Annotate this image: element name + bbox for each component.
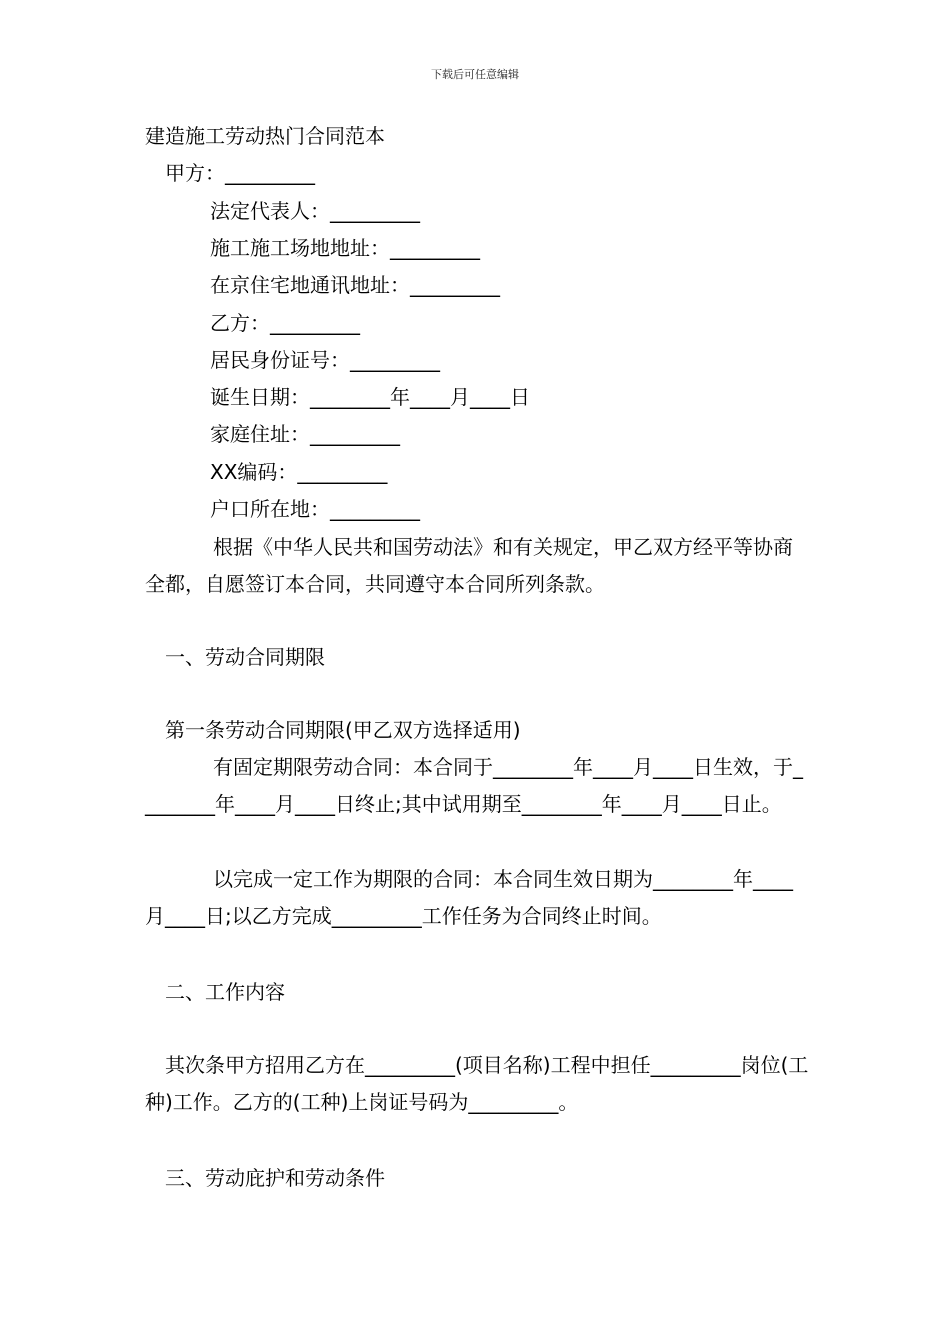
- home-address-field: 家庭住址：_________: [210, 422, 400, 446]
- article-1-task-term-paragraph: 以完成一定工作为期限的合同：本合同生效日期为________年____月____日;以乙方完成_________工作任务为合同终止时间。: [145, 867, 793, 928]
- birth-date-field: 诞生日期：________年____月____日: [210, 385, 530, 409]
- section-3-heading: 三、劳动庇护和劳动条件: [165, 1166, 385, 1190]
- postal-code-field: XX编码：_________: [210, 460, 388, 484]
- section-2-heading: 二、工作内容: [165, 980, 285, 1004]
- household-registration-field: 户口所在地：_________: [210, 497, 420, 521]
- article-2-paragraph: 其次条甲方招用乙方在_________(项目名称)工程中担任_________岗位(工种)工作。乙方的(工种)上岗证号码为_________。: [145, 1053, 809, 1114]
- document-title: 建造施工劳动热门合同范本: [145, 124, 385, 148]
- party-b-field: 乙方：_________: [210, 311, 360, 335]
- party-a-field: 甲方：_________: [165, 161, 315, 185]
- article-1-heading: 第一条劳动合同期限(甲乙双方选择适用): [165, 718, 521, 742]
- contract-body: [145, 118, 810, 1190]
- intro-paragraph: 根据《中华人民共和国劳动法》和有关规定，甲乙双方经平等协商全都，自愿签订本合同，共同遵守本合同所列条款。: [145, 535, 793, 596]
- section-1-heading: 一、劳动合同期限: [165, 645, 325, 669]
- beijing-address-field: 在京住宅地通讯地址：_________: [210, 273, 500, 297]
- header-note: 下载后可任意编辑: [431, 68, 519, 81]
- legal-representative-field: 法定代表人：_________: [210, 199, 420, 223]
- article-1-fixed-term-paragraph: 有固定期限劳动合同：本合同于________年____月____日生效，于________年____月____日终止;其中试用期至________年____月____日止。: [145, 755, 803, 816]
- id-number-field: 居民身份证号：_________: [210, 348, 440, 372]
- site-address-field: 施工施工场地地址：_________: [210, 236, 480, 260]
